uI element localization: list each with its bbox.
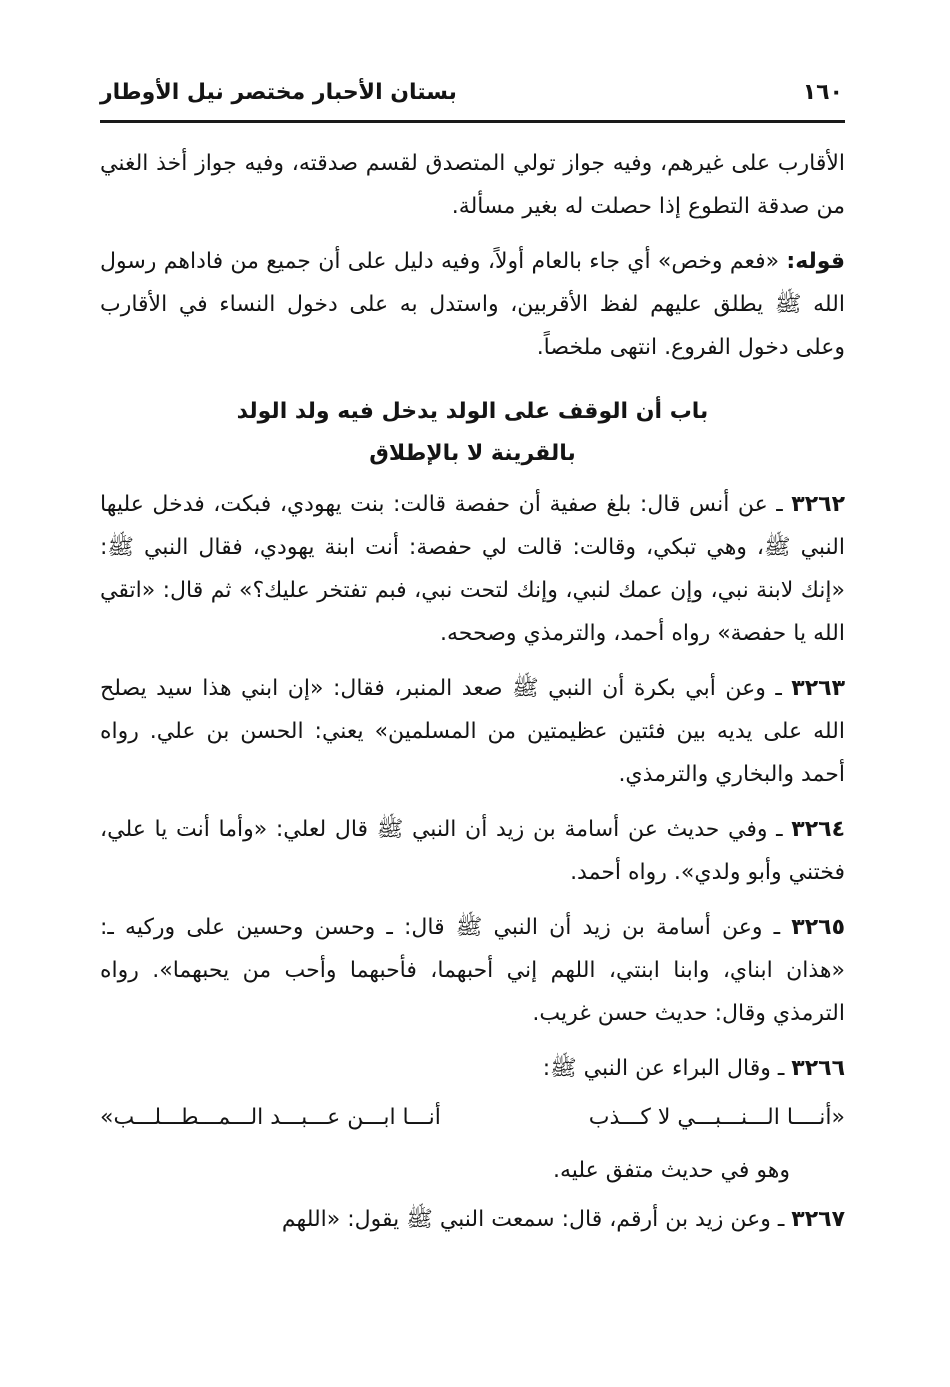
hadith-entry — [100, 808, 845, 894]
chapter-heading-line: بالقرينة لا بالإطلاق — [369, 441, 576, 466]
hadith-number: ٣٢٦٤ — [791, 817, 845, 842]
hadith-text: ـ وعن أسامة بن زيد أن النبي ﷺ قال: ـ وحسن وحسين على وركيه ـ: «هذان ابناي، وابنا ابنتي، اللهم إني أحبهما، فأحبهما وأحب من يحبهما». رواه الترمذي وقال: حديث حسن غريب. — [100, 915, 845, 1026]
paragraph — [100, 142, 845, 228]
paragraph-label: قوله: — [786, 249, 845, 274]
hadith-text: ـ وفي حديث عن أسامة بن زيد أن النبي ﷺ قال لعلي: «وأما أنت يا علي، فختني وأبو ولدي». رواه أحمد. — [100, 817, 845, 885]
paragraph — [100, 1149, 845, 1192]
paragraph-text: «فعم وخص» أي جاء بالعام أولاً، وفيه دليل على أن جميع من فاداهم رسول الله ﷺ يطلق عليهم لفظ الأقربين، واستدل به على دخول النساء في الأقارب وعلى دخول الفروع. انتهى ملخصاً. — [100, 249, 845, 360]
hadith-text: ـ وعن أبي بكرة أن النبي ﷺ صعد المنبر، فقال: «إن ابني هذا سيد يصلح الله على يديه بين فئتين عظيمتين من المسلمين» يعني: الحسن بن علي. رواه أحمد والبخاري والترمذي. — [100, 676, 845, 787]
hadith-number: ٣٢٦٦ — [791, 1056, 845, 1081]
page-body — [100, 142, 845, 1253]
paragraph-text: وهو في حديث متفق عليه. — [552, 1158, 790, 1183]
book-page — [100, 0, 845, 1387]
hadith-number: ٣٢٦٢ — [791, 492, 845, 517]
page-number: ١٦٠ — [802, 80, 843, 105]
paragraph-text: الأقارب على غيرهم، وفيه جواز تولي المتصدق لقسم صدقته، وفيه جواز أخذ الغني من صدقة التطوع إذا حصلت له بغير مسألة. — [100, 151, 845, 219]
hadith-entry — [100, 1198, 845, 1241]
page-header — [100, 80, 845, 120]
hadith-entry — [100, 483, 845, 655]
running-title: بستان الأحبار مختصر نيل الأوطار — [100, 80, 457, 105]
hadith-text: ـ عن أنس قال: بلغ صفية أن حفصة قالت: بنت يهودي، فبكت، فدخل عليها النبي ﷺ، وهي تبكي، وقالت: قالت لي حفصة: أنت ابنة يهودي، فقال النبي ﷺ: «إنك لابنة نبي، وإن عمك لنبي، وإنك لتحت نبي، فبم تفتخر عليك؟» ثم قال: «اتقي الله يا حفصة» رواه أحمد، والترمذي وصححه. — [100, 492, 845, 646]
hadith-entry — [100, 906, 845, 1035]
hadith-number: ٣٢٦٣ — [791, 676, 845, 701]
verse-hemistich: «أنــــا الـــنـــبـــي لا كـــذب — [588, 1105, 845, 1130]
chapter-heading — [100, 391, 845, 475]
chapter-heading-line: باب أن الوقف على الولد يدخل فيه ولد الولد — [236, 399, 709, 424]
hadith-text: ـ وقال البراء عن النبي ﷺ: — [542, 1056, 792, 1081]
hadith-number: ٣٢٦٧ — [791, 1207, 845, 1232]
poetry-verse — [100, 1096, 845, 1139]
hadith-number: ٣٢٦٥ — [791, 915, 845, 940]
verse-hemistich: أنـــا ابـــن عـــبـــد الـــمـــطـــلـــب» — [100, 1105, 441, 1130]
hadith-entry — [100, 1047, 845, 1090]
hadith-entry — [100, 667, 845, 796]
hadith-text: ـ وعن زيد بن أرقم، قال: سمعت النبي ﷺ يقول: «اللهم — [281, 1207, 792, 1232]
paragraph — [100, 240, 845, 369]
header-rule — [100, 120, 845, 123]
